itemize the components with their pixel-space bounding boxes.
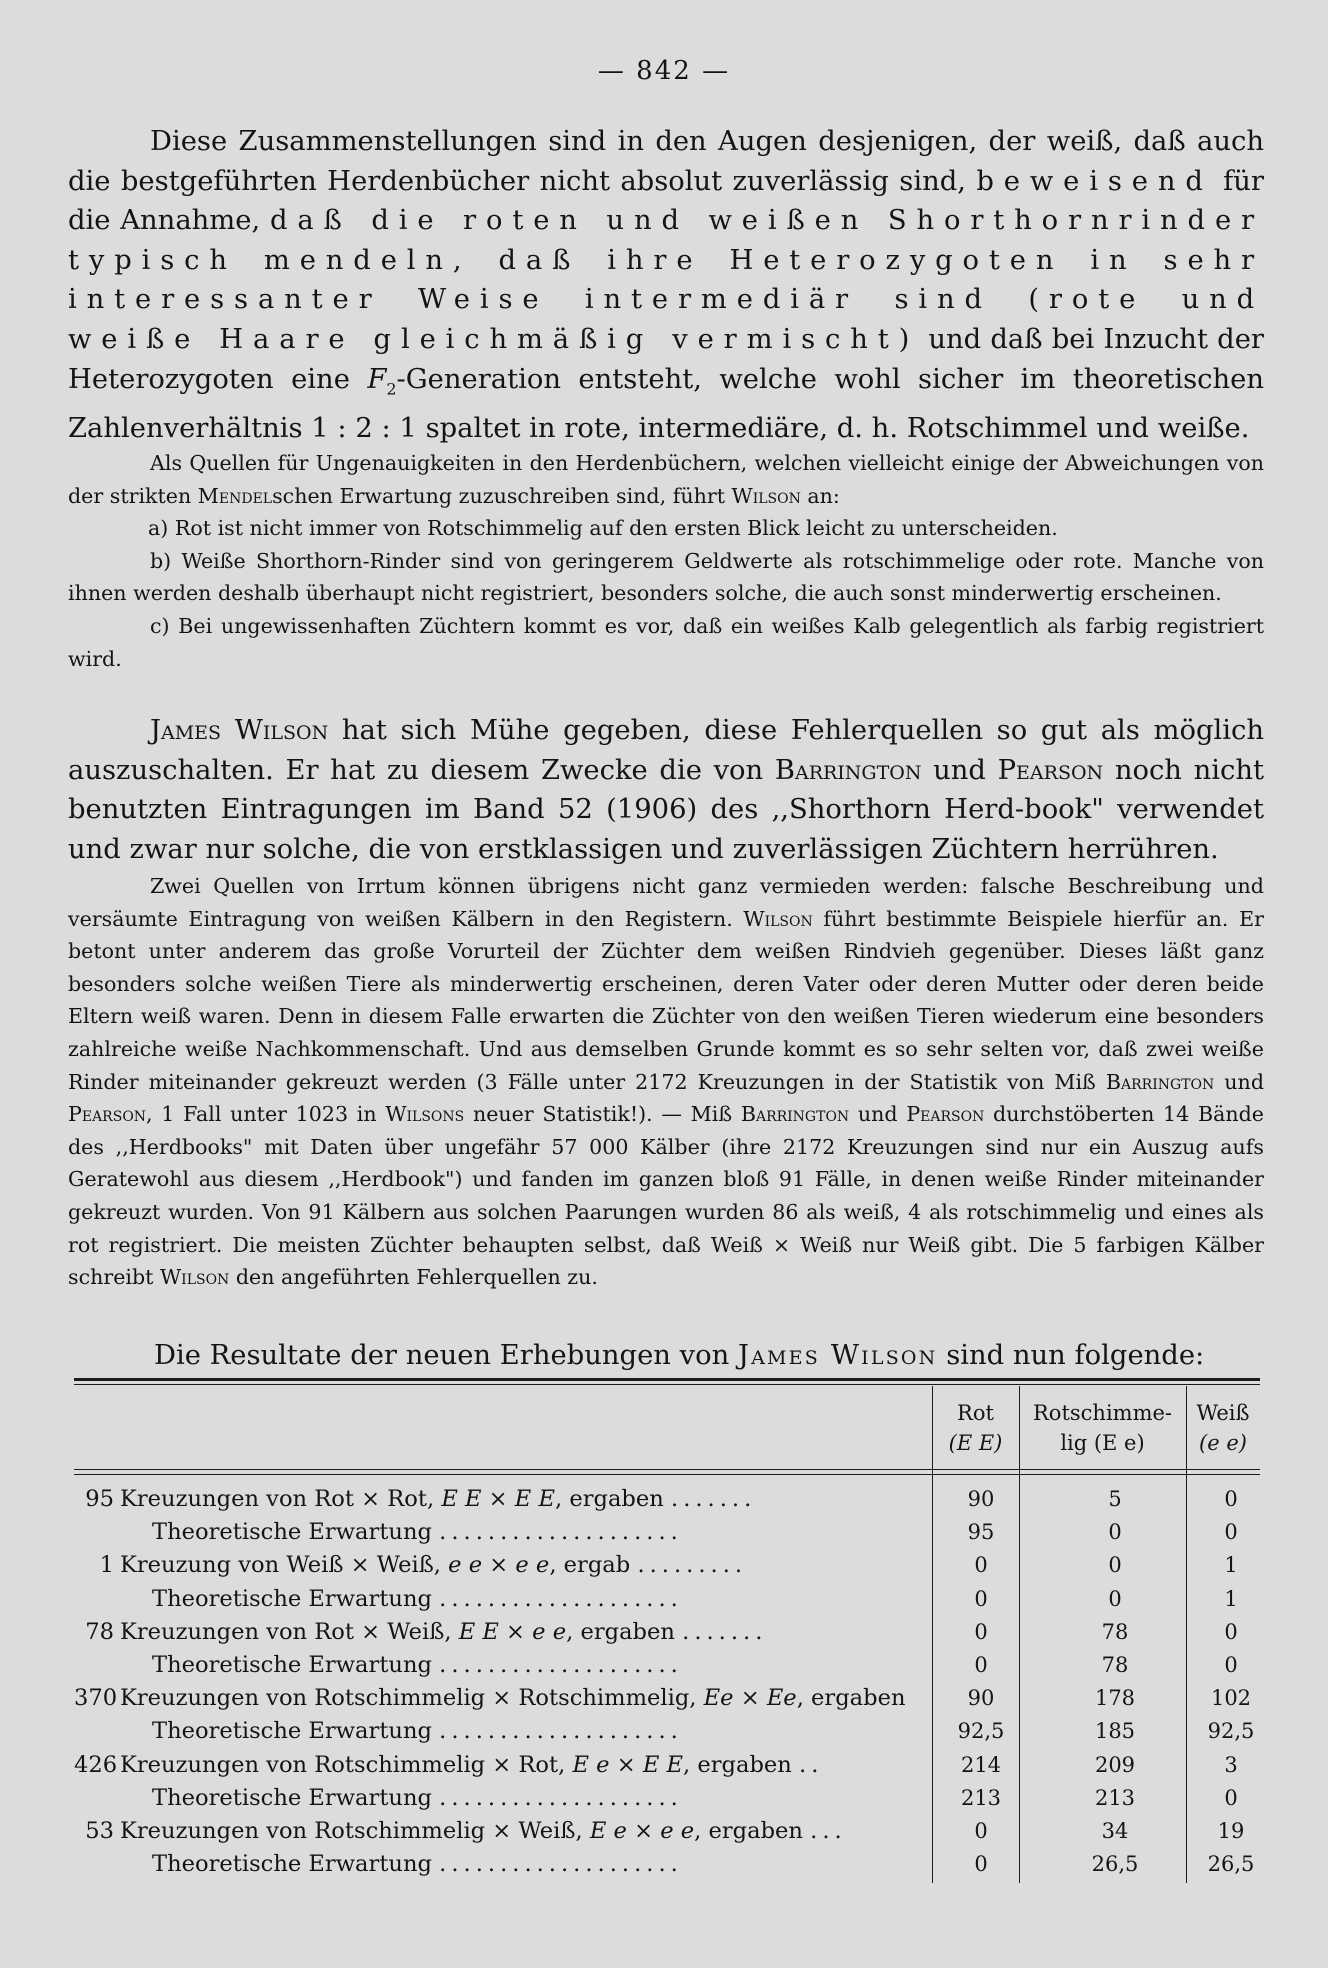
cell-rot: 90: [967, 1487, 995, 1511]
table-top-rule: [74, 1378, 1260, 1381]
table-row-label: 95 Kreuzungen von Rot × Rot, E E × E E, ergaben .......: [74, 1483, 926, 1516]
emphasis-beweisend: beweisend: [976, 165, 1213, 197]
table-row-expectation-label: Theoretische Erwartung ....................: [152, 1585, 683, 1612]
paragraph-error-sources: Als Quellen für Ungenauigkeiten in den Herdenbüchern, welchen vielleicht einige der Abweichungen von der strikten Mendelschen Erwartung zuzuschreiben sind, führt Wilson an: a) Rot ist nicht immer von Rotschimmelig auf den ersten Blick leicht zu unterscheiden. b) Weiße Shorthorn-Rinder sind von geringerem Geldwerte als rotschimmelige oder rote. Manche von ihnen werden deshalb überhaupt nicht registriert, besonders solche, die auch sonst minderwertig erscheinen. c) Bei ungewissenhaften Züchtern kommt es vor, daß ein weißes Kalb gelegentlich als farbig registriert wird.: [68, 447, 1264, 675]
cell-rs: 209: [1094, 1752, 1136, 1777]
table-row-expectation-label: Theoretische Erwartung ....................: [152, 1784, 683, 1811]
header-rotschimmelig: Rotschimme- lig (E e): [1032, 1401, 1173, 1455]
row-count: 78: [85, 1618, 114, 1645]
cell-weiss: 26,5: [1207, 1852, 1255, 1877]
table-row-expectation-label: Theoretische Erwartung ....................: [152, 1519, 683, 1546]
cell-weiss: 0: [1224, 1487, 1238, 1511]
cell-rot: 0: [974, 1553, 988, 1578]
list-item-b: b) Weiße Shorthorn-Rinder sind von geringerem Geldwerte als rotschimmelige oder rote. Manche von ihnen werden deshalb überhaupt nicht registriert, besonders solche, die auch sonst minderwertig erscheinen.: [68, 548, 1264, 606]
cell-weiss: 1: [1224, 1553, 1238, 1578]
header-weiss: Weiß (e e): [1196, 1401, 1250, 1455]
cell-rs: 0: [1108, 1520, 1122, 1545]
table-row-label: 1 Kreuzung von Weiß × Weiß, e e × e e, ergab .........: [74, 1549, 926, 1582]
cell-weiss: 0: [1224, 1619, 1238, 1644]
header-rot: Rot (E E): [948, 1401, 1003, 1455]
table-row-label: 426 Kreuzungen von Rotschimmelig × Rot, E e × E E, ergaben ..: [74, 1749, 926, 1782]
cell-weiss: 1: [1224, 1586, 1238, 1611]
page-number: — 842 —: [597, 56, 731, 86]
leader-dots: ....................: [439, 1851, 683, 1878]
cell-rs: 78: [1101, 1653, 1129, 1677]
table-row-expectation-label: Theoretische Erwartung ....................: [152, 1652, 683, 1678]
cell-weiss: 92,5: [1207, 1719, 1255, 1744]
cell-rs: 26,5: [1091, 1852, 1139, 1877]
table-row-label: 370 Kreuzungen von Rotschimmelig × Rotschimmelig, Ee × Ee, ergaben: [74, 1682, 926, 1715]
cell-rot: 0: [974, 1619, 988, 1644]
cell-weiss: 19: [1217, 1819, 1245, 1843]
cell-rs: 0: [1108, 1586, 1122, 1611]
table-row-label: 53 Kreuzungen von Rotschimmelig × Weiß, E e × e e, ergaben ...: [74, 1815, 926, 1848]
list-item-c: c) Bei ungewissenhaften Züchtern kommt es vor, daß ein weißes Kalb gelegentlich als farbig registriert wird.: [68, 613, 1264, 671]
row-count: 1: [99, 1552, 114, 1579]
cell-rs: 213: [1094, 1785, 1136, 1810]
leader-dots: ....................: [439, 1652, 683, 1678]
leader-dots: ....................: [439, 1585, 683, 1612]
leader-dots: ..: [799, 1751, 824, 1778]
table-header-rule-thin: [74, 1474, 1260, 1475]
table-header-rule: [74, 1469, 1260, 1470]
cell-weiss: 3: [1224, 1752, 1238, 1777]
leader-dots: .......: [682, 1618, 768, 1645]
cell-rs: 0: [1108, 1553, 1122, 1578]
table-row-expectation-label: Theoretische Erwartung ....................: [152, 1851, 683, 1878]
leader-dots: ...: [810, 1818, 847, 1844]
cell-rs: 178: [1094, 1686, 1136, 1711]
cell-rs: 5: [1108, 1487, 1122, 1511]
cell-rs: 185: [1094, 1719, 1136, 1744]
leader-dots: ....................: [439, 1784, 683, 1811]
cell-rot: 92,5: [957, 1719, 1005, 1744]
leader-dots: ....................: [439, 1519, 683, 1546]
cell-rot: 95: [967, 1520, 995, 1545]
table-row-label: 78 Kreuzungen von Rot × Weiß, E E × e e, ergaben .......: [74, 1616, 926, 1649]
paragraph-wilson-method: James Wilson hat sich Mühe gegeben, diese Fehlerquellen so gut als möglich auszuschalten. Er hat zu diesem Zwecke die von Barrington und Pearson noch nicht benutzten Eintragungen im Band 52 (1906) des ,,Shorthorn Herd-book" verwendet und zwar nur solche, die von erstklassigen und zuverlässigen Züchtern herrühren.: [68, 715, 1264, 865]
cell-weiss: 0: [1224, 1520, 1238, 1545]
column-divider: [932, 1386, 933, 1883]
row-count: 370: [74, 1685, 118, 1712]
cell-rot: 0: [974, 1819, 988, 1843]
cell-weiss: 102: [1210, 1686, 1252, 1711]
table-row-expectation-label: Theoretische Erwartung ....................: [152, 1718, 683, 1745]
leader-dots: .......: [671, 1486, 757, 1512]
cell-rot: 0: [974, 1586, 988, 1611]
row-count: 53: [85, 1818, 114, 1844]
cell-rs: 34: [1101, 1819, 1129, 1843]
cell-weiss: 0: [1224, 1653, 1238, 1677]
cell-rs: 78: [1101, 1619, 1129, 1644]
list-item-a: a) Rot ist nicht immer von Rotschimmelig auf den ersten Blick leicht zu unterscheiden.: [148, 516, 1058, 541]
cell-rot: 0: [974, 1852, 988, 1877]
paragraph-results-intro: Die Resultate der neuen Erhebungen von James Wilson sind nun folgende:: [154, 1340, 1205, 1371]
leader-dots: ....................: [439, 1718, 683, 1745]
paragraph-conclusion: Diese Zusammenstellungen sind in den Augen desjenigen, der weiß, daß auch die bestgeführten Herdenbücher nicht absolut zuverlässig sind, beweisend für die Annahme, daß die roten und weißen Shorthornrinder typisch mendeln, daß ihre Heterozygoten in sehr interessanter Weise intermediär sind (rote und weiße Haare gleichmäßig vermischt) und daß bei Inzucht der Heterozygoten eine $F_2$-Generation entsteht, welche wohl sicher im theoretischen Zahlenverhältnis 1 : 2 : 1 spaltet in rote, intermediäre, d. h. Rotschimmel und weiße.: [68, 126, 1265, 444]
table-top-rule-thin: [74, 1384, 1260, 1385]
results-table: [74, 1378, 1260, 1885]
cell-weiss: 0: [1224, 1785, 1238, 1810]
row-count: 95: [85, 1486, 114, 1512]
cell-rot: 214: [960, 1752, 1002, 1777]
paragraph-irrtum: Zwei Quellen von Irrtum können übrigens nicht ganz vermieden werden: falsche Beschreibung und versäumte Eintragung von weißen Kälbern in den Registern. Wilson führt bestimmte Beispiele hierfür an. Er betont unter anderem das große Vorurteil der Züchter dem weißen Rindvieh gegenüber. Dieses läßt ganz besonders solche weißen Tiere als minderwertig erscheinen, deren Vater oder deren Mutter oder deren beide Eltern weiß waren. Denn in diesem Falle erwarten die Züchter von den weißen Tieren wiederum eine besonders zahlreiche weiße Nachkommenschaft. Und aus demselben Grunde kommt es so sehr selten vor, daß zwei weiße Rinder miteinander gekreuzt werden (3 Fälle unter 2172 Kreuzungen in der Statistik von Miß Barrington und Pearson, 1 Fall unter 1023 in Wilsons neuer Statistik!). — Miß Barrington und Pearson durchstöberten 14 Bände des ,,Herdbooks" mit Daten über ungefähr 57 000 Kälber (ihre 2172 Kreuzungen sind nur ein Auszug aufs Geratewohl aus diesem ,,Herdbook") und fanden im ganzen bloß 91 Fälle, in denen weiße Rinder miteinander gekreuzt wurden. Von 91 Kälbern aus solchen Paarungen wurden 86 als weiß, 4 als rotschimmelig und eines als rot registriert. Die meisten Züchter behaupten selbst, daß Weiß × Weiß nur Weiß gibt. Die 5 farbigen Kälber schreibt Wilson den angeführten Fehlerquellen zu.: [68, 874, 1264, 1290]
emphasis-thesis: daß die roten und weißen Shorthornrinder typisch mendeln, daß ihre Heterozygoten in sehr interessanter Weise intermediär sind (rote und weiße Haare gleichmäßig vermischt): [68, 205, 1264, 355]
row-count: 426: [74, 1751, 118, 1778]
cell-rot: 90: [967, 1686, 995, 1711]
cell-rot: 213: [960, 1785, 1002, 1810]
leader-dots: .........: [637, 1552, 748, 1579]
cell-rot: 0: [974, 1653, 988, 1677]
